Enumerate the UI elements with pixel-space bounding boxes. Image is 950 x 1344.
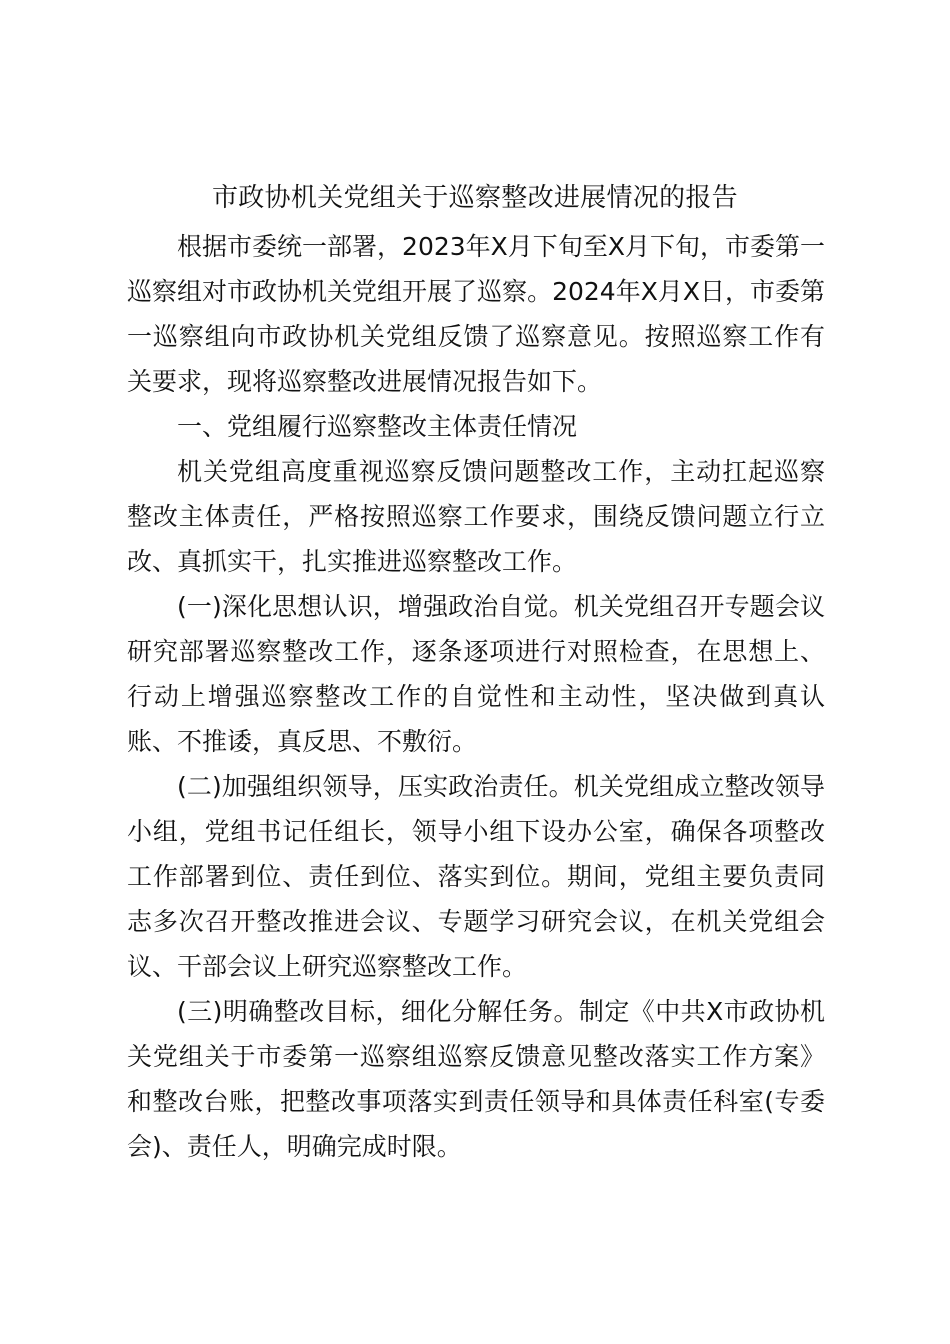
document-title: 市政协机关党组关于巡察整改进展情况的报告	[211, 183, 738, 213]
item-two-paragraph: (二)加强组织领导，压实政治责任。机关党组成立整改领导小组，党组书记任组长，领导小组下设办公室，确保各项整改工作部署到位、责任到位、落实到位。期间，党组主要负责同志多次召开整改推进会议、专题学习研究会议，在机关党组会议、干部会议上研究巡察整改工作。	[127, 772, 825, 981]
item-one-paragraph: (一)深化思想认识，增强政治自觉。机关党组召开专题会议研究部署巡察整改工作，逐条逐项进行对照检查，在思想上、行动上增强巡察整改工作的自觉性和主动性，坚决做到真认账、不推诿，真反思、不敷衍。	[127, 592, 825, 756]
section-heading: 一、党组履行巡察整改主体责任情况	[177, 412, 578, 441]
intro-paragraph: 根据市委统一部署，2023年X月下旬至X月下旬，市委第一巡察组对市政协机关党组开展了巡察。2024年X月X日，市委第一巡察组向市政协机关党组反馈了巡察意见。按照巡察工作有关要求，现将巡察整改进展情况报告如下。	[127, 232, 825, 396]
section-paragraph: 机关党组高度重视巡察反馈问题整改工作，主动扛起巡察整改主体责任，严格按照巡察工作要求，围绕反馈问题立行立改、真抓实干，扎实推进巡察整改工作。	[127, 457, 825, 576]
document-body	[127, 224, 825, 1169]
item-three-paragraph: (三)明确整改目标，细化分解任务。制定《中共X市政协机关党组关于市委第一巡察组巡察反馈意见整改落实工作方案》和整改台账，把整改事项落实到责任领导和具体责任科室(专委会)、责任人，明确完成时限。	[127, 997, 825, 1161]
